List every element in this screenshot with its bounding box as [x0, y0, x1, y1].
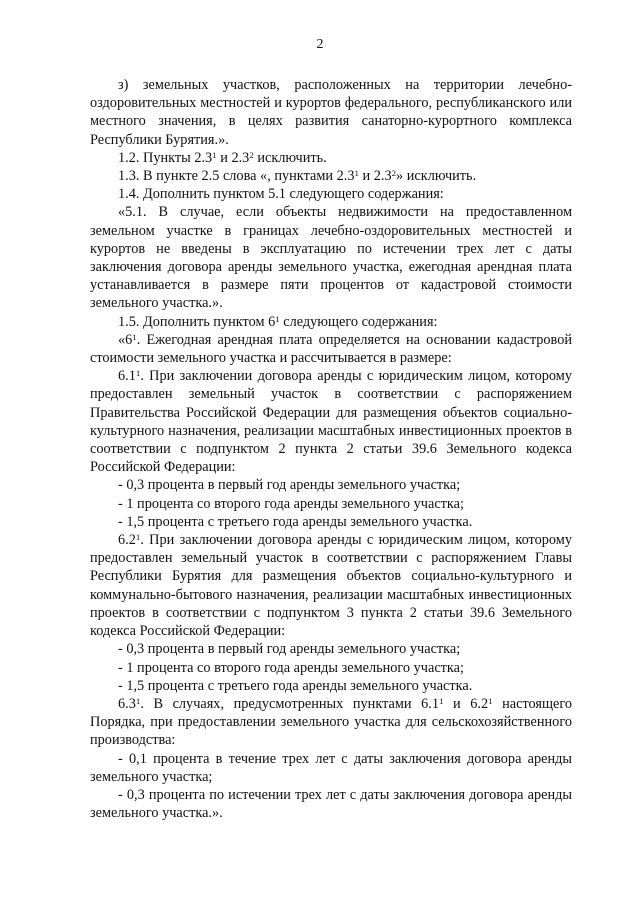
paragraph-6-1: «$6^1$. Ежегодная арендная плата определяется на основании кадастровой стоимости земельного участка и рассчитывается в размере:: [90, 331, 572, 367]
list-item-0-3-percent: - 0,3 процента в первый год аренды земельного участка;: [118, 641, 461, 658]
list-item-1-5-percent: - 1,5 процента с третьего года аренды земельного участка.: [118, 677, 473, 694]
paragraph-1-5: 1.5. Дополнить пунктом $6^1$ следующего содержания:: [118, 313, 438, 330]
document-body: [90, 76, 572, 822]
paragraph-6-2-1: $6.2^1$. При заключении договора аренды с юридическим лицом, которому предоставлен земельный участок в соответствии с распоряжением Главы Республики Бурятия для размещения объектов социально-культурного и коммунально-бытового назначения, реализации масштабных инвестиционных проектов в соответствии с подпунктом 3 пункта 2 статьи 39.6 Земельного кодекса Российской Федерации:: [90, 532, 572, 640]
list-item-0-3-percent: - 0,3 процента в первый год аренды земельного участка;: [118, 477, 461, 494]
paragraph-z-land-plots: з) земельных участков, расположенных на территории лечебно-оздоровительных местностей и курортов федерального, республиканского или местного значения, в целях развития санаторно-курортного комплекса Республики Бурятия.».: [90, 77, 572, 148]
paragraph-5-1: «5.1. В случае, если объекты недвижимости на предоставленном земельном участке в границах лечебно-оздоровительных местностей и курортов не введены в эксплуатацию по истечении трех лет с даты заключения договора аренды земельного участка, ежегодная арендная плата устанавливается в размере пяти процентов от кадастровой стоимости земельного участка.».: [90, 204, 572, 312]
list-item-1-5-percent: - 1,5 процента с третьего года аренды земельного участка.: [118, 513, 473, 530]
paragraph-1-4: 1.4. Дополнить пунктом 5.1 следующего содержания:: [118, 186, 444, 203]
paragraph-6-1-1: $6.1^1$. При заключении договора аренды с юридическим лицом, которому предоставлен земельный участок в соответствии с распоряжением Правительства Российской Федерации для размещения объектов социально-культурного назначения, реализации масштабных инвестиционных проектов в соответствии с подпунктом 2 пункта 2 статьи 39.6 Земельного кодекса Российской Федерации:: [90, 368, 572, 476]
page-number: 2: [316, 37, 324, 52]
paragraph-6-3-1: $6.3^1$. В случаях, предусмотренных пунктами $6.1^1$ и $6.2^1$ настоящего Порядка, при предоставлении земельного участка для сельскохозяйственного производства:: [90, 695, 572, 749]
paragraph-1-3: 1.3. В пункте 2.5 слова «, пунктами $2.3^1$ и $2.3^2$» исключить.: [118, 168, 477, 185]
list-item-0-1-percent: - 0,1 процента в течение трех лет с даты заключения договора аренды земельного участка;: [90, 750, 572, 785]
list-item-1-percent: - 1 процента со второго года аренды земельного участка;: [118, 495, 464, 512]
list-item-0-3-percent-after-three-years: - 0,3 процента по истечении трех лет с даты заключения договора аренды земельного участка.».: [90, 786, 572, 822]
paragraph-1-2: 1.2. Пункты $2.3^1$ и $2.3^2$ исключить.: [118, 149, 327, 166]
list-item-1-percent: - 1 процента со второго года аренды земельного участка;: [118, 659, 464, 676]
